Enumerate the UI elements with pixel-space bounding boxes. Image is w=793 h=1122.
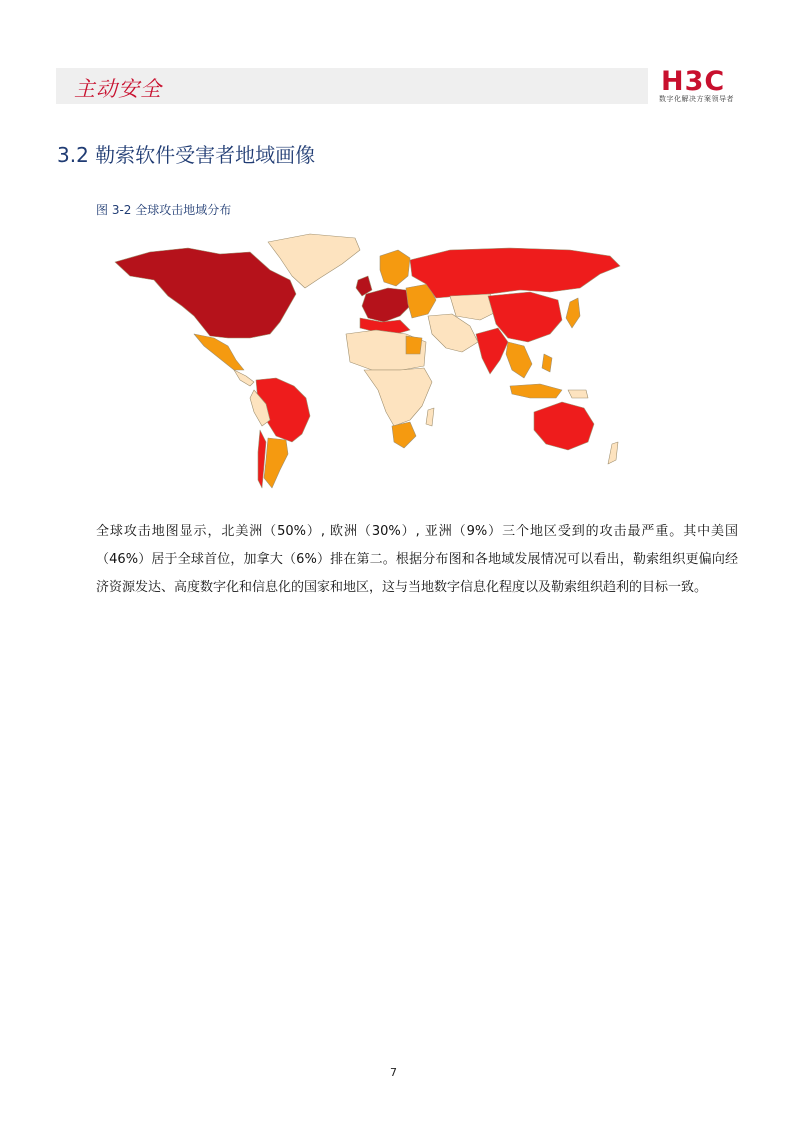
region-western-europe [362, 288, 410, 322]
region-indonesia [510, 384, 562, 398]
region-south-africa [392, 422, 416, 448]
region-southeast-asia [506, 342, 532, 378]
region-india [476, 328, 508, 374]
region-australia [534, 402, 594, 450]
region-russia [410, 248, 620, 298]
region-egypt [406, 336, 422, 354]
region-argentina [264, 438, 288, 488]
region-central-africa [364, 368, 432, 426]
region-north-america [115, 248, 296, 338]
page-number: 7 [390, 1066, 397, 1079]
world-map [110, 230, 630, 495]
logo-tagline: 数字化解决方案领导者 [659, 95, 734, 103]
section-title: 3.2 勒索软件受害者地域画像 [57, 143, 316, 167]
region-middle-east [428, 314, 478, 352]
world-map-svg [110, 230, 630, 495]
region-scandinavia [380, 250, 410, 286]
region-mexico [194, 334, 244, 370]
region-madagascar [426, 408, 434, 426]
region-philippines [542, 354, 552, 372]
region-central-america [234, 370, 254, 386]
region-japan [566, 298, 580, 328]
logo-text: H3C [661, 66, 726, 97]
figure-caption: 图 3-2 全球攻击地域分布 [96, 203, 232, 217]
region-papua [568, 390, 588, 398]
region-new-zealand [608, 442, 618, 464]
header-title: 主动安全 [74, 77, 162, 101]
body-paragraph: 全球攻击地图显示，北美洲（50%）, 欧洲（30%）, 亚洲（9%）三个地区受到的攻击最严重。其中美国（46%）居于全球首位，加拿大（6%）排在第二。根据分布图和各地域发展情况可以看出，勒索组织更偏向经济资源发达、高度数字化和信息化的国家和地区，这与当地数字信息化程度以及勒索组织趋利的目标一致。 [96, 524, 738, 595]
